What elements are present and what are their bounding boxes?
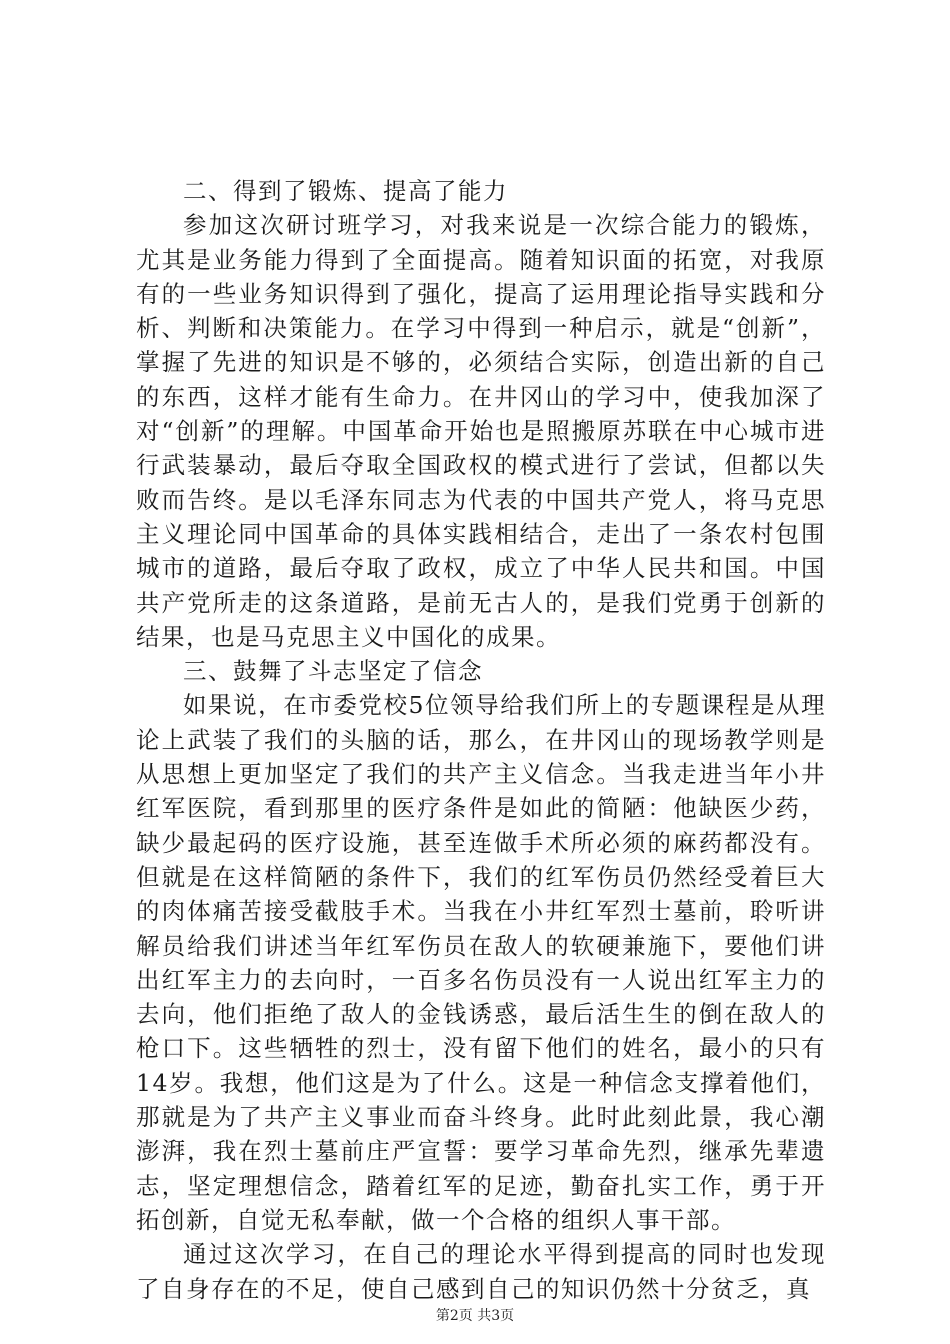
paragraph-belief: 如果说，在市委党校5位领导给我们所上的专题课程是从理论上武装了我们的头脑的话，那么，在井冈山的现场教学则是从思想上更加坚定了我们的共产主义信念。当我走进当年小井红军医院，看到那里的医疗条件是如此的简陋：他缺医少药，缺少最起码的医疗设施，甚至连做手术所必须的麻药都没有。但就是在这样简陋的条件下，我们的红军伤员仍然经受着巨大的肉体痛苦接受截肢手术。当我在小井红军烈士墓前，聆听讲解员给我们讲述当年红军伤员在敌人的软硬兼施下，要他们讲出红军主力的去向时，一百多名伤员没有一人说出红军主力的去向，他们拒绝了敌人的金钱诱惑，最后活生生的倒在敌人的枪口下。这些牺牲的烈士，没有留下他们的姓名，最小的只有14岁。我想，他们这是为了什么。这是一种信念支撑着他们，那就是为了共产主义事业而奋斗终身。此时此刻此景，我心潮澎湃，我在烈士墓前庄严宣誓：要学习革命先烈，继承先辈遗志，坚定理想信念，踏着红军的足迹，勤奋扎实工作，勇于开拓创新，自觉无私奉献，做一个合格的组织人事干部。: [136, 691, 826, 1234]
section-heading-2: 二、得到了锻炼、提高了能力: [183, 177, 508, 205]
paragraph-innovation: 参加这次研讨班学习，对我来说是一次综合能力的锻炼，尤其是业务能力得到了全面提高。随着知识面的拓宽，对我原有的一些业务知识得到了强化，提高了运用理论指导实践和分析、判断和决策能力。在学习中得到一种启示，就是“创新”，掌握了先进的知识是不够的，必须结合实际，创造出新的自己的东西，这样才能有生命力。在井冈山的学习中，使我加深了对“创新”的理解。中国革命开始也是照搬原苏联在中心城市进行武装暴动，最后夺取全国政权的模式进行了尝试，但都以失败而告终。是以毛泽东同志为代表的中国共产党人，将马克思主义理论同中国革命的具体实践相结合，走出了一条农村包围城市的道路，最后夺取了政权，成立了中华人民共和国。中国共产党所走的这条道路，是前无古人的，是我们党勇于创新的结果，也是马克思主义中国化的成果。: [136, 211, 826, 651]
paragraph-reflection: 通过这次学习，在自己的理论水平得到提高的同时也发现了自身存在的不足，使自己感到自己的知识仍然十分贫乏，真: [136, 1240, 826, 1303]
section-heading-3: 三、鼓舞了斗志坚定了信念: [183, 657, 483, 686]
document-body: [136, 174, 826, 1306]
page-number-footer: 第2页 共3页: [435, 1308, 515, 1324]
